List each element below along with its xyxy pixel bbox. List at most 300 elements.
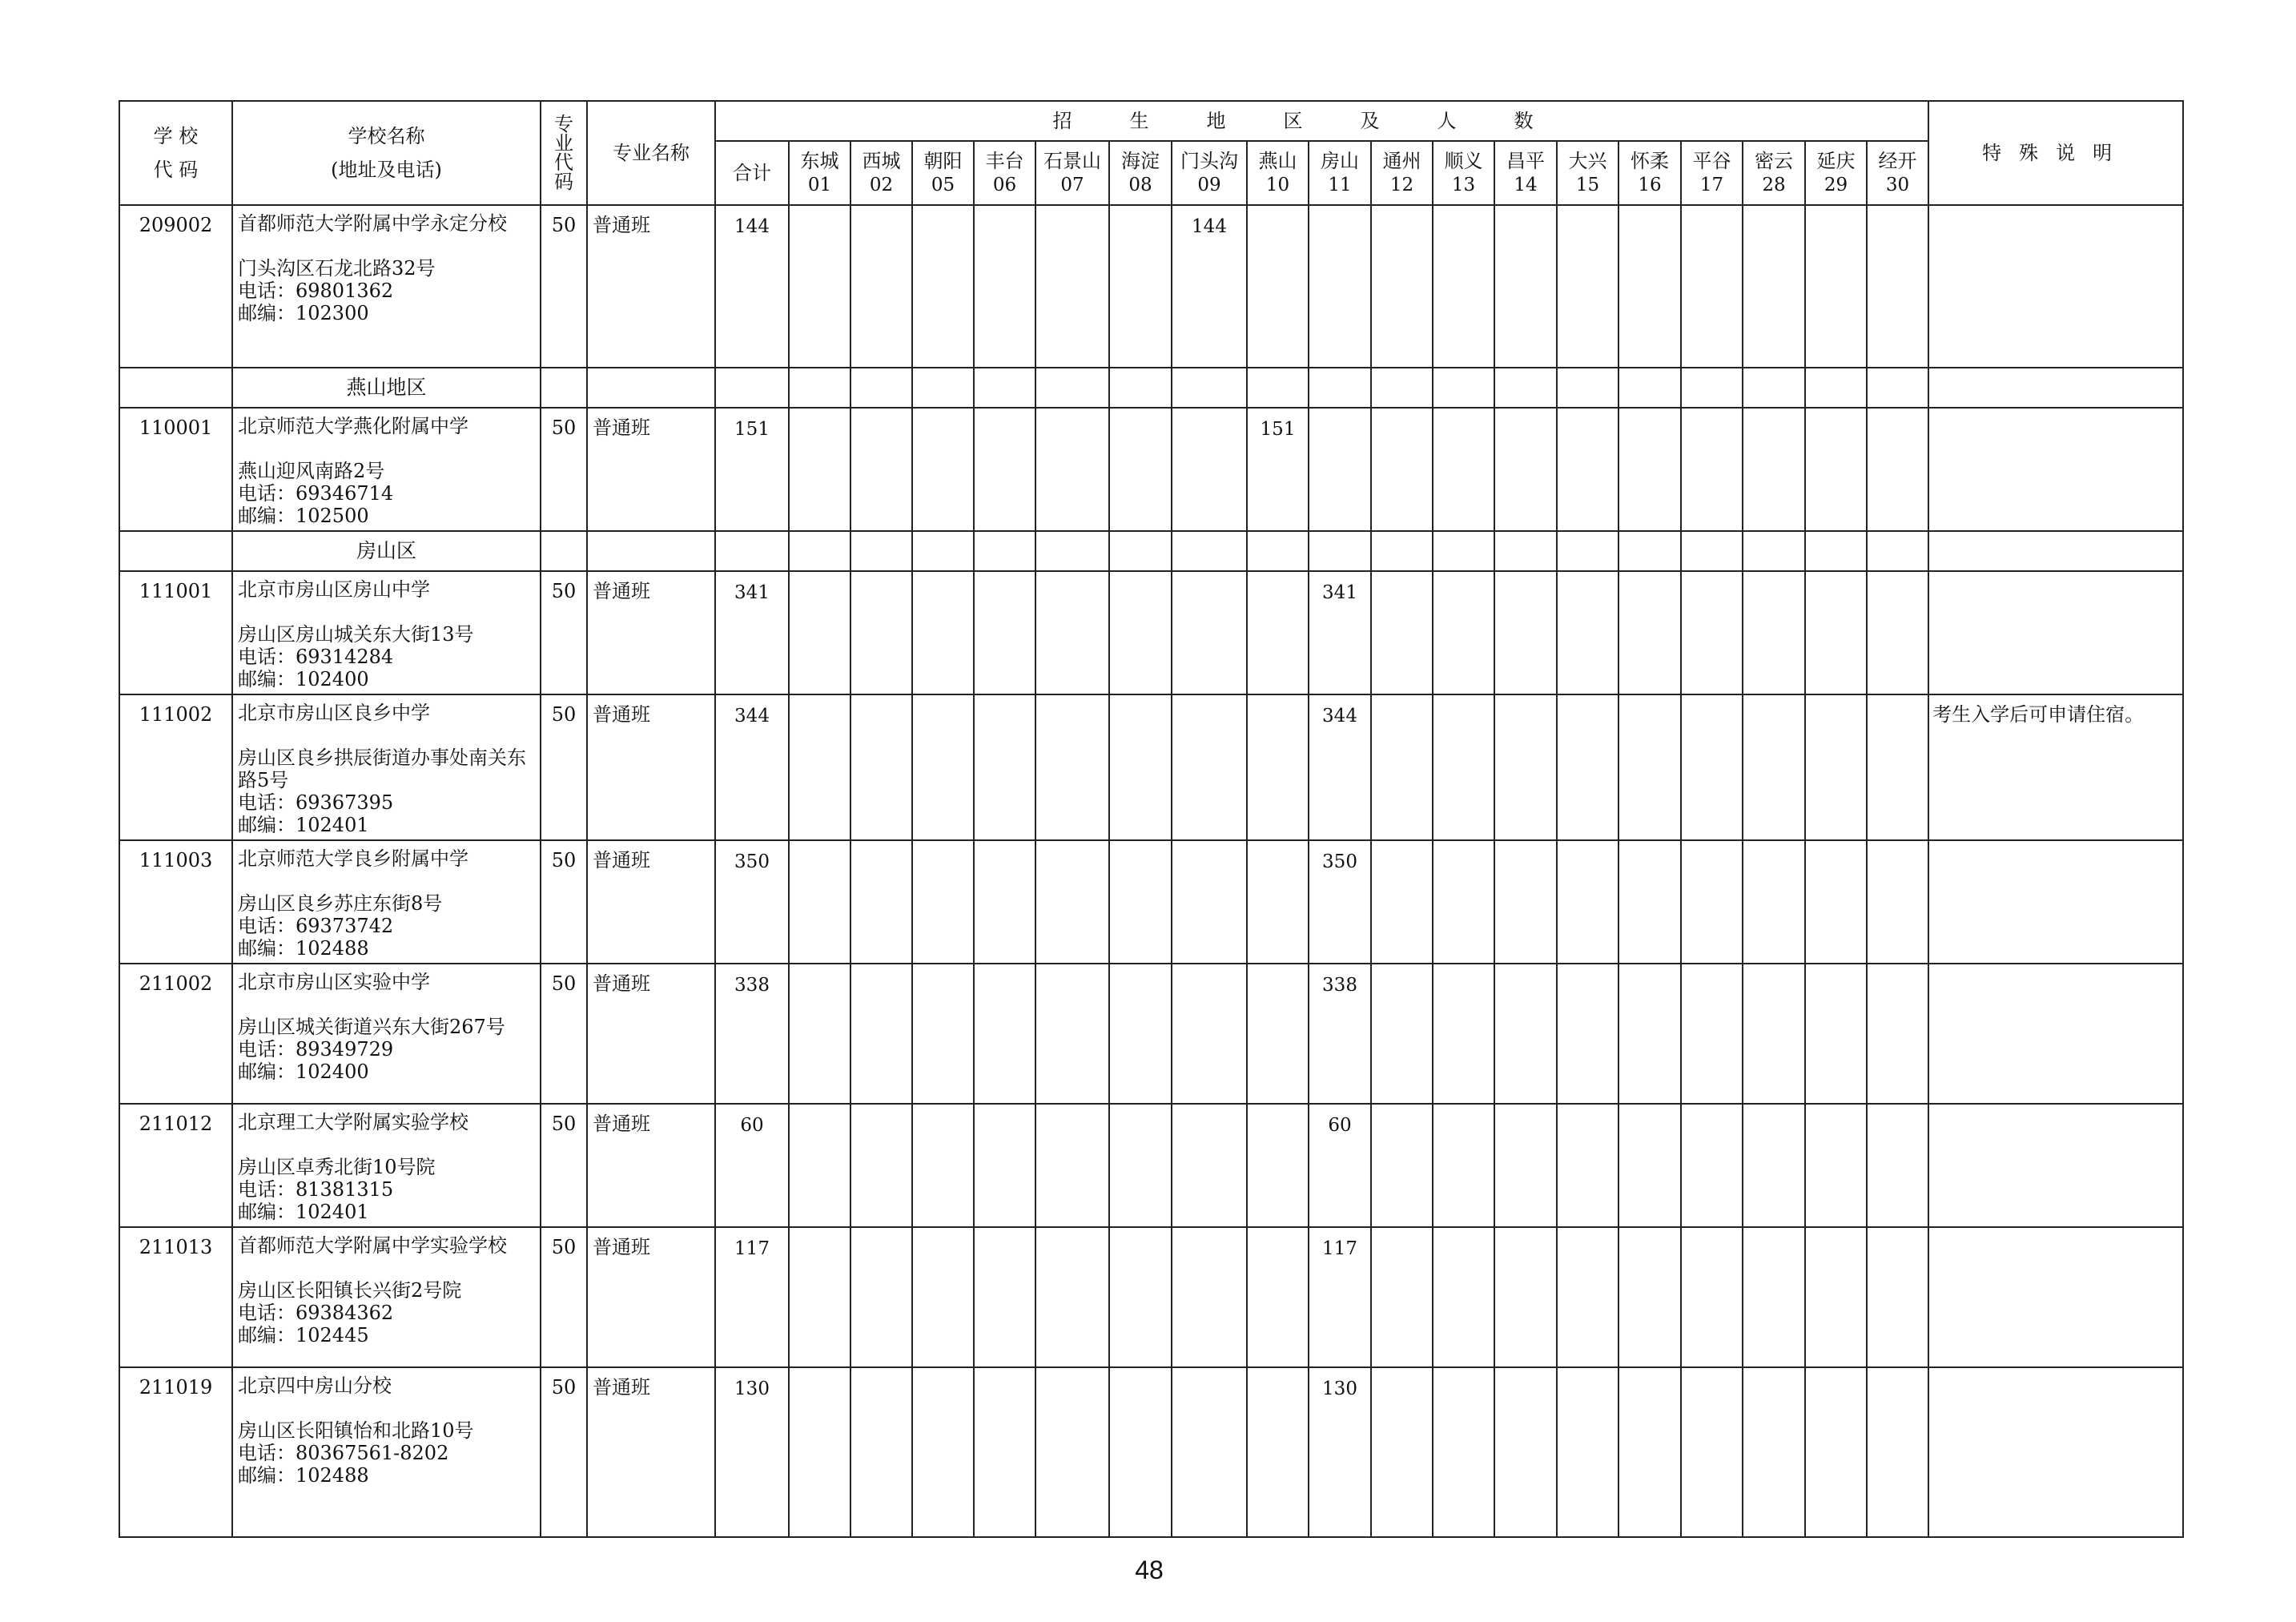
region-empty	[1371, 840, 1433, 964]
school-info	[232, 1227, 541, 1367]
special-note	[1928, 1104, 2183, 1227]
major-name: 普通班	[587, 408, 715, 531]
table-row	[119, 205, 2183, 368]
region-name: 石景山	[1043, 150, 1101, 172]
header-school-code: 学 校 代 码	[119, 101, 232, 205]
school-code: 111003	[119, 840, 232, 964]
region-empty	[1557, 1104, 1618, 1227]
region-empty	[1681, 1367, 1743, 1537]
total-count: 344	[715, 694, 789, 840]
region-empty	[1371, 205, 1433, 368]
section-empty-cell	[1172, 531, 1247, 571]
section-empty-cell	[1618, 531, 1681, 571]
school-postcode: 邮编：102300	[238, 302, 369, 324]
region-code: 29	[1824, 175, 1848, 195]
region-empty	[1867, 964, 1928, 1104]
region-empty	[1618, 1367, 1681, 1537]
region-empty	[1494, 1104, 1557, 1227]
region-empty	[1371, 964, 1433, 1104]
region-empty	[850, 840, 912, 964]
header-region-29	[1805, 141, 1867, 205]
school-name: 北京市房山区房山中学	[238, 578, 430, 601]
school-address: 房山区卓秀北街10号院	[238, 1156, 436, 1178]
region-empty	[789, 840, 850, 964]
region-empty	[1109, 1104, 1172, 1227]
school-postcode: 邮编：102488	[238, 1464, 369, 1487]
region-name: 延庆	[1816, 150, 1856, 172]
region-empty	[1867, 1227, 1928, 1367]
total-count: 350	[715, 840, 789, 964]
major-code: 50	[541, 964, 587, 1104]
region-empty	[1681, 694, 1743, 840]
header-region-14	[1494, 141, 1557, 205]
region-empty	[1618, 840, 1681, 964]
region-empty	[912, 1227, 974, 1367]
page-number: 48	[1135, 1556, 1164, 1584]
table-row	[119, 840, 2183, 964]
region-empty	[1867, 840, 1928, 964]
school-postcode: 邮编：102401	[238, 1201, 369, 1223]
region-empty	[974, 205, 1035, 368]
region-empty	[1557, 408, 1618, 531]
region-empty	[1035, 205, 1109, 368]
school-code: 211013	[119, 1227, 232, 1367]
header-major-code: 专 业 代 码	[541, 101, 587, 205]
region-empty	[1743, 1104, 1805, 1227]
region-empty	[912, 1104, 974, 1227]
region-empty	[1433, 408, 1494, 531]
region-empty	[974, 964, 1035, 1104]
section-empty-cell	[1867, 531, 1928, 571]
region-count: 350	[1309, 840, 1371, 964]
region-empty	[1867, 408, 1928, 531]
major-name: 普通班	[587, 840, 715, 964]
section-empty-cell	[912, 368, 974, 408]
region-empty	[1743, 840, 1805, 964]
section-empty-cell	[715, 531, 789, 571]
section-empty-cell	[1494, 368, 1557, 408]
region-empty	[912, 964, 974, 1104]
header-region-11	[1309, 141, 1371, 205]
section-empty-cell	[1557, 531, 1618, 571]
region-empty	[1247, 964, 1309, 1104]
region-count: 341	[1309, 571, 1371, 694]
region-empty	[1172, 840, 1247, 964]
region-name: 燕山	[1258, 150, 1297, 172]
section-empty-cell	[1743, 531, 1805, 571]
region-code: 14	[1514, 175, 1538, 195]
region-empty	[789, 1227, 850, 1367]
section-empty-cell	[1247, 531, 1309, 571]
region-empty	[1371, 1104, 1433, 1227]
region-empty	[1109, 1367, 1172, 1537]
special-note	[1928, 1367, 2183, 1537]
section-empty-cell	[1172, 368, 1247, 408]
region-empty	[1681, 1227, 1743, 1367]
region-empty	[912, 694, 974, 840]
school-info	[232, 571, 541, 694]
section-empty-cell	[1743, 368, 1805, 408]
region-name: 密云	[1755, 150, 1793, 172]
total-count: 144	[715, 205, 789, 368]
region-empty	[789, 408, 850, 531]
header-region-17	[1681, 141, 1743, 205]
region-empty	[1433, 571, 1494, 694]
header-region-06	[974, 141, 1035, 205]
region-empty	[1867, 571, 1928, 694]
region-empty	[1172, 1104, 1247, 1227]
region-empty	[850, 408, 912, 531]
region-empty	[1172, 408, 1247, 531]
region-empty	[1618, 571, 1681, 694]
school-name: 首都师范大学附属中学永定分校	[238, 212, 507, 235]
header-region-09	[1172, 141, 1247, 205]
section-empty-cell	[1309, 531, 1371, 571]
school-code: 211002	[119, 964, 232, 1104]
region-empty	[850, 964, 912, 1104]
region-name: 怀柔	[1631, 150, 1669, 172]
region-empty	[1371, 1227, 1433, 1367]
region-empty	[1618, 1227, 1681, 1367]
region-empty	[1247, 571, 1309, 694]
section-empty-cell	[1805, 368, 1867, 408]
region-empty	[1247, 1104, 1309, 1227]
section-empty-cell	[1433, 531, 1494, 571]
major-code: 50	[541, 1227, 587, 1367]
region-name: 顺义	[1444, 150, 1483, 172]
header-region-13	[1433, 141, 1494, 205]
region-empty	[1557, 205, 1618, 368]
school-address: 燕山迎风南路2号	[238, 460, 385, 482]
school-phone: 电话：81381315	[238, 1178, 394, 1201]
region-empty	[1805, 1227, 1867, 1367]
region-empty	[1557, 571, 1618, 694]
region-empty	[1172, 1367, 1247, 1537]
total-count: 117	[715, 1227, 789, 1367]
header-region-07	[1035, 141, 1109, 205]
header-region-10	[1247, 141, 1309, 205]
region-empty	[1618, 964, 1681, 1104]
section-empty-cell	[1109, 368, 1172, 408]
school-address: 房山区良乡苏庄东街8号	[238, 892, 443, 915]
header-region-08	[1109, 141, 1172, 205]
region-empty	[1309, 205, 1371, 368]
region-empty	[1494, 840, 1557, 964]
region-empty	[1805, 571, 1867, 694]
major-name: 普通班	[587, 571, 715, 694]
region-empty	[1618, 205, 1681, 368]
region-name: 经开	[1878, 150, 1917, 172]
school-phone: 电话：69346714	[238, 482, 394, 505]
region-empty	[1433, 205, 1494, 368]
section-empty-cell	[587, 531, 715, 571]
total-count: 338	[715, 964, 789, 1104]
region-name: 房山	[1321, 150, 1359, 172]
region-empty	[850, 1104, 912, 1227]
region-empty	[1172, 571, 1247, 694]
region-empty	[912, 408, 974, 531]
header-region-01	[789, 141, 850, 205]
region-empty	[1681, 964, 1743, 1104]
region-empty	[1867, 1104, 1928, 1227]
region-empty	[1805, 205, 1867, 368]
school-name: 北京师范大学燕化附属中学	[238, 415, 468, 437]
major-code: 50	[541, 1104, 587, 1227]
region-empty	[1743, 205, 1805, 368]
region-empty	[1805, 1104, 1867, 1227]
section-empty-cell	[850, 368, 912, 408]
region-empty	[1494, 964, 1557, 1104]
region-empty	[850, 205, 912, 368]
school-address: 房山区城关街道兴东大街267号	[238, 1016, 505, 1038]
section-empty-cell	[850, 531, 912, 571]
region-count: 144	[1172, 205, 1247, 368]
region-empty	[974, 1367, 1035, 1537]
header-school-name: 学校名称 (地址及电话)	[232, 101, 541, 205]
region-name: 朝阳	[923, 150, 963, 172]
school-phone: 电话：69384362	[238, 1302, 394, 1324]
region-name: 西城	[862, 150, 901, 172]
region-name: 昌平	[1506, 150, 1545, 172]
region-empty	[1618, 408, 1681, 531]
region-empty	[1681, 408, 1743, 531]
total-count: 130	[715, 1367, 789, 1537]
school-phone: 电话：89349729	[238, 1038, 394, 1061]
region-code: 12	[1389, 175, 1414, 195]
school-name: 北京师范大学良乡附属中学	[238, 847, 468, 870]
region-empty	[1035, 964, 1109, 1104]
region-empty	[1557, 1367, 1618, 1537]
section-empty-cell	[1867, 368, 1928, 408]
region-empty	[912, 840, 974, 964]
school-info	[232, 205, 541, 368]
region-empty	[1867, 205, 1928, 368]
school-phone: 电话：80367561-8202	[238, 1442, 449, 1464]
header-region-15	[1557, 141, 1618, 205]
table-header	[119, 101, 2183, 205]
table-row	[119, 1104, 2183, 1227]
region-empty	[1247, 1367, 1309, 1537]
school-code: 211019	[119, 1367, 232, 1537]
section-empty-cell	[715, 368, 789, 408]
region-empty	[1371, 694, 1433, 840]
school-info	[232, 694, 541, 840]
school-address: 房山区良乡拱辰街道办事处南关东路5号	[238, 747, 526, 791]
region-empty	[1805, 840, 1867, 964]
region-empty	[1109, 694, 1172, 840]
region-empty	[1743, 408, 1805, 531]
region-empty	[1494, 408, 1557, 531]
region-empty	[1743, 1227, 1805, 1367]
region-empty	[974, 1104, 1035, 1227]
region-empty	[789, 694, 850, 840]
section-title: 房山区	[232, 531, 541, 571]
special-note	[1928, 205, 2183, 368]
region-empty	[1557, 1227, 1618, 1367]
header-total: 合计	[715, 141, 789, 205]
region-code: 15	[1575, 175, 1600, 195]
region-code: 10	[1265, 175, 1290, 195]
school-postcode: 邮编：102401	[238, 814, 369, 836]
table-row	[119, 571, 2183, 694]
section-empty-cell	[1494, 531, 1557, 571]
major-code: 50	[541, 408, 587, 531]
major-name: 普通班	[587, 694, 715, 840]
major-name: 普通班	[587, 1227, 715, 1367]
section-empty-cell	[1035, 368, 1109, 408]
school-phone: 电话：69367395	[238, 791, 394, 814]
region-count: 117	[1309, 1227, 1371, 1367]
region-empty	[1035, 840, 1109, 964]
school-name: 北京理工大学附属实验学校	[238, 1111, 468, 1133]
school-info	[232, 408, 541, 531]
region-code: 01	[807, 175, 832, 195]
school-code: 211012	[119, 1104, 232, 1227]
region-empty	[1433, 1367, 1494, 1537]
region-count: 130	[1309, 1367, 1371, 1537]
header-region-title: 招生地区及人数	[715, 101, 1928, 141]
region-name: 大兴	[1568, 150, 1607, 172]
region-empty	[912, 1367, 974, 1537]
section-empty-cell	[1035, 531, 1109, 571]
special-note: 考生入学后可申请住宿。	[1928, 694, 2183, 840]
region-empty	[1109, 1227, 1172, 1367]
section-title: 燕山地区	[232, 368, 541, 408]
region-empty	[1681, 1104, 1743, 1227]
region-empty	[1805, 964, 1867, 1104]
region-empty	[1743, 694, 1805, 840]
section-empty-cell	[1928, 531, 2183, 571]
header-major-name: 专业名称	[587, 101, 715, 205]
table-row	[119, 1227, 2183, 1367]
region-empty	[1557, 840, 1618, 964]
region-empty	[1172, 694, 1247, 840]
school-address: 房山区长阳镇长兴街2号院	[238, 1279, 462, 1302]
header-region-28	[1743, 141, 1805, 205]
region-empty	[1247, 694, 1309, 840]
school-name: 首都师范大学附属中学实验学校	[238, 1234, 507, 1257]
region-name: 门头沟	[1180, 150, 1238, 172]
region-empty	[1433, 840, 1494, 964]
region-empty	[1743, 571, 1805, 694]
region-empty	[912, 205, 974, 368]
region-empty	[1557, 694, 1618, 840]
school-phone: 电话：69801362	[238, 280, 394, 302]
region-empty	[974, 408, 1035, 531]
region-empty	[974, 840, 1035, 964]
region-empty	[1109, 205, 1172, 368]
school-phone: 电话：69373742	[238, 915, 394, 937]
region-name: 通州	[1382, 150, 1421, 172]
region-empty	[1557, 964, 1618, 1104]
region-code: 13	[1451, 175, 1476, 195]
section-empty-cell	[1928, 368, 2183, 408]
school-code: 209002	[119, 205, 232, 368]
school-info	[232, 1104, 541, 1227]
region-empty	[789, 1104, 850, 1227]
total-count: 341	[715, 571, 789, 694]
header-region-05	[912, 141, 974, 205]
region-empty	[1035, 1104, 1109, 1227]
region-empty	[1109, 571, 1172, 694]
region-empty	[1494, 1367, 1557, 1537]
region-empty	[789, 205, 850, 368]
region-name: 平谷	[1692, 150, 1731, 172]
region-empty	[1371, 408, 1433, 531]
special-note	[1928, 964, 2183, 1104]
major-code: 50	[541, 205, 587, 368]
region-empty	[1309, 408, 1371, 531]
region-count: 151	[1247, 408, 1309, 531]
school-postcode: 邮编：102500	[238, 505, 369, 527]
region-empty	[789, 1367, 850, 1537]
region-empty	[1805, 694, 1867, 840]
region-empty	[850, 571, 912, 694]
region-code: 06	[992, 175, 1017, 195]
major-name: 普通班	[587, 1104, 715, 1227]
region-code: 05	[931, 175, 955, 195]
school-phone: 电话：69314284	[238, 646, 394, 668]
region-code: 02	[869, 175, 894, 195]
region-empty	[1247, 1227, 1309, 1367]
section-empty-cell	[1109, 531, 1172, 571]
region-name: 丰台	[985, 150, 1024, 172]
region-empty	[1743, 1367, 1805, 1537]
school-address: 门头沟区石龙北路32号	[238, 257, 436, 280]
region-code: 17	[1699, 175, 1724, 195]
region-count: 338	[1309, 964, 1371, 1104]
special-note	[1928, 1227, 2183, 1367]
region-empty	[850, 1367, 912, 1537]
section-empty-cell	[1247, 368, 1309, 408]
section-empty-cell	[974, 531, 1035, 571]
region-empty	[1371, 1367, 1433, 1537]
school-postcode: 邮编：102488	[238, 937, 369, 960]
section-empty-cell	[541, 531, 587, 571]
school-address: 房山区房山城关东大街13号	[238, 623, 474, 646]
region-code: 16	[1638, 175, 1662, 195]
region-empty	[1618, 1104, 1681, 1227]
school-info	[232, 840, 541, 964]
region-empty	[1433, 1104, 1494, 1227]
section-empty-cell	[1371, 368, 1433, 408]
section-row	[119, 368, 2183, 408]
region-empty	[1172, 1227, 1247, 1367]
special-note	[1928, 408, 2183, 531]
region-empty	[1035, 1367, 1109, 1537]
region-empty	[1371, 571, 1433, 694]
region-empty	[974, 1227, 1035, 1367]
region-code: 11	[1328, 175, 1352, 195]
school-name: 北京市房山区良乡中学	[238, 702, 430, 724]
region-empty	[1494, 571, 1557, 694]
section-code-cell	[119, 531, 232, 571]
region-code: 08	[1128, 175, 1152, 195]
total-count: 60	[715, 1104, 789, 1227]
table-row	[119, 1367, 2183, 1537]
region-empty	[1433, 694, 1494, 840]
header-region-02	[850, 141, 912, 205]
total-count: 151	[715, 408, 789, 531]
major-code: 50	[541, 694, 587, 840]
section-empty-cell	[1557, 368, 1618, 408]
region-empty	[1494, 1227, 1557, 1367]
region-empty	[789, 571, 850, 694]
region-empty	[1247, 840, 1309, 964]
section-empty-cell	[1805, 531, 1867, 571]
region-code: 30	[1885, 175, 1910, 195]
region-empty	[789, 964, 850, 1104]
